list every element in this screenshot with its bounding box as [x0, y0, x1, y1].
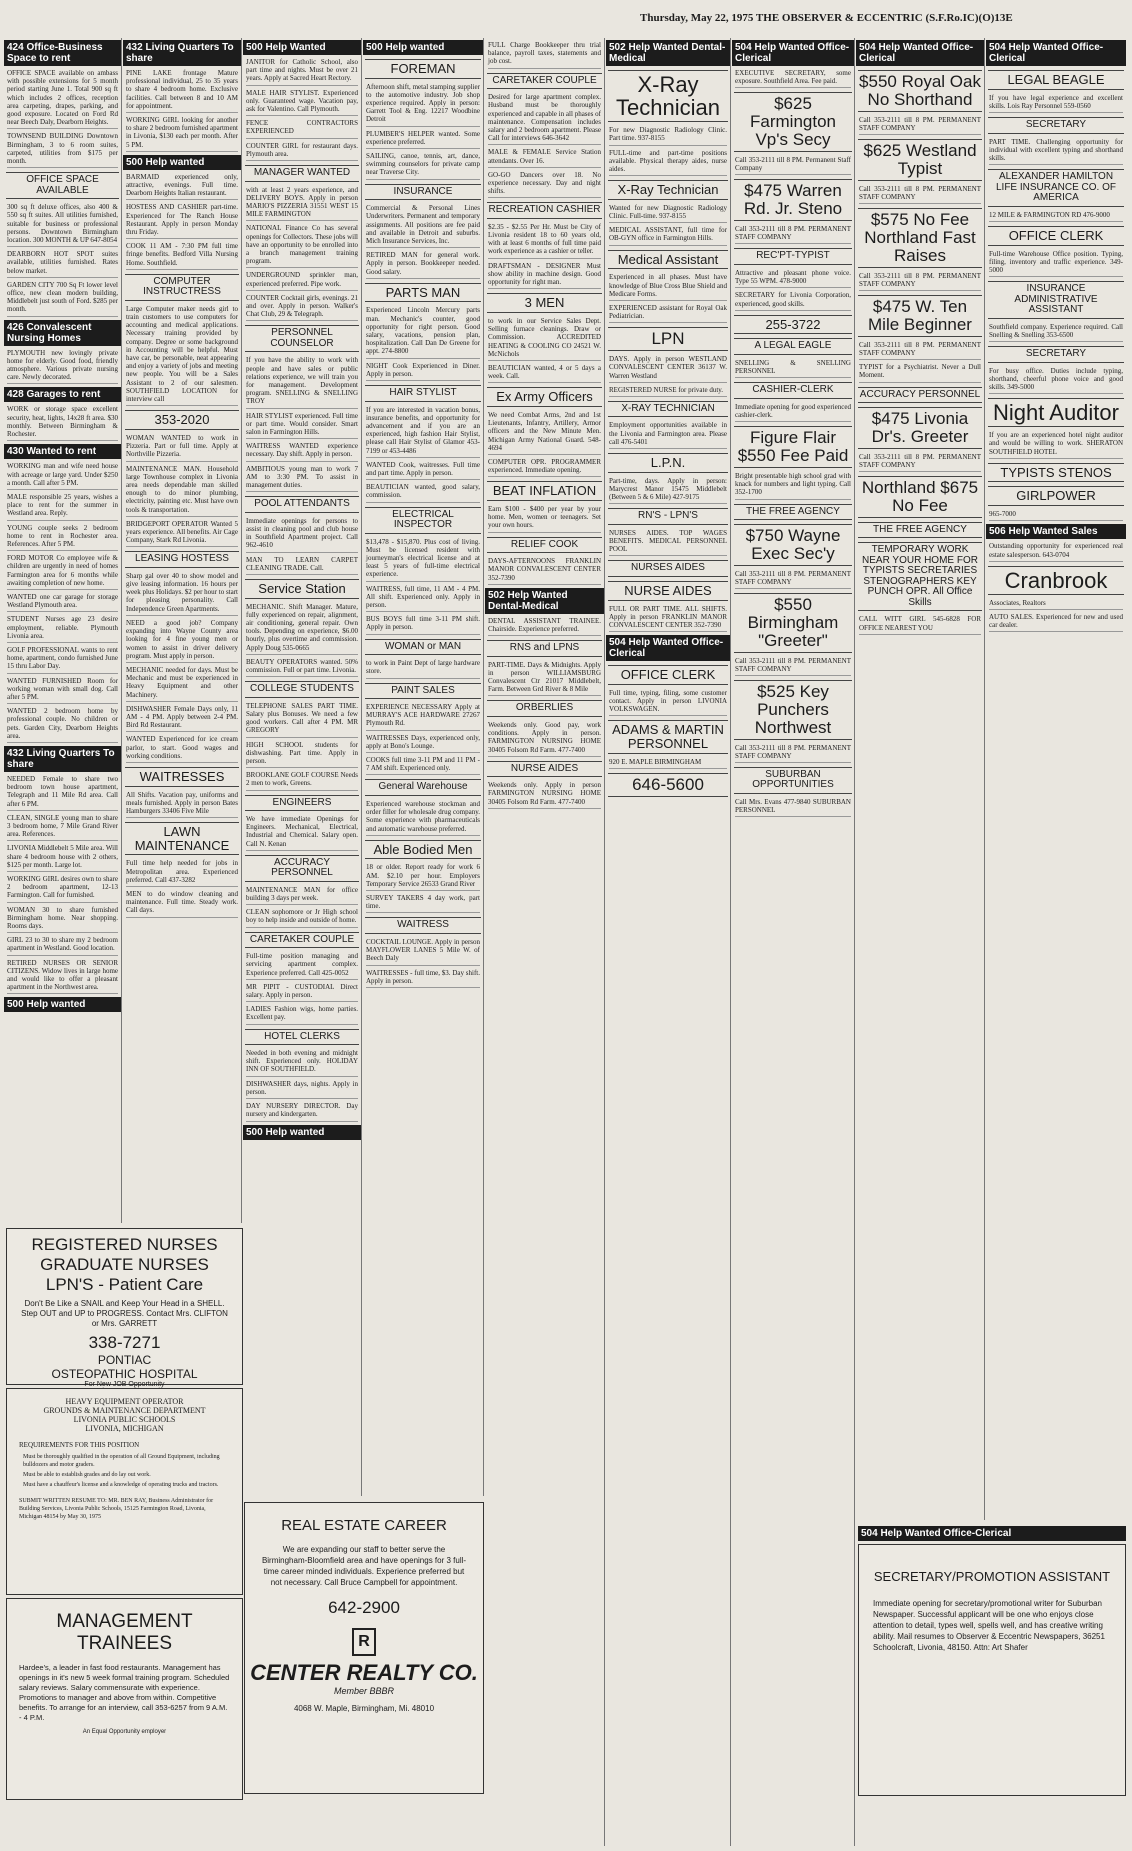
- classified-ad: Afternoon shift, metal stamping supplier to the automotive industry. Job shop experience required. Apply in person: Garrett Tool & Eng. 12217 Woodbine Detroit: [366, 83, 480, 127]
- classified-ad: EXECUTIVE SECRETARY, some exposure. Southfield Area. Fee paid.: [735, 69, 851, 88]
- display-ad-heading: CARETAKER COUPLE: [245, 932, 359, 949]
- display-ad-heading: NURSE AIDES: [487, 761, 602, 778]
- classified-ad: If you have the ability to work with people and have sales or public relations experience, we will train you for management. Development program. SNELLING & SNELLING TROY: [246, 356, 358, 408]
- classified-ad: TOWNSEND BUILDING Downtown Birmingham, 3 to 6 room suites, carpeted, utilities from $175 per month.: [7, 132, 118, 168]
- classified-ad: PLUMBER'S HELPER wanted. Some experience preferred.: [366, 130, 480, 149]
- display-ad-heading: ENGINEERS: [245, 795, 359, 812]
- classified-ad: Call 353-2111 till 8 PM. PERMANENT STAFF COMPANY: [735, 657, 851, 676]
- classified-ad: BRIDGEPORT OPERATOR Wanted 5 years experience. All benefits. Air Cage Company, Stark Rd Livonia.: [126, 520, 238, 548]
- display-ad-heading: ORBERLIES: [487, 700, 602, 717]
- display-ad-heading: $550 Royal Oak No Shorthand: [858, 70, 982, 112]
- display-ad-heading: $550 Birmingham "Greeter": [734, 593, 852, 653]
- classified-ad: CALL WITT GIRL 545-6828 FOR OFFICE NEAREST YOU: [859, 615, 981, 634]
- display-ad-heading: GIRLPOWER: [988, 486, 1124, 506]
- secretary-promotion-ad: [858, 1544, 1126, 1796]
- section-header: 502 Help Wanted Dental-Medical: [485, 588, 604, 614]
- realestate-body: We are expanding our staff to better serve the Birmingham-Bloomfield area and have openings for 3 full-time career minded individuals. Experience preferred but not necessary. Call Bruce Campbell for appointment.: [261, 1545, 467, 1587]
- classified-ad: WORKING man and wife need house with acreage or large yard. Under $250 a month. Call after 5 PM.: [7, 462, 118, 490]
- column-7: [732, 38, 855, 1846]
- classified-ad: NIGHT Cook Experienced in Diner. Apply in person.: [366, 362, 480, 381]
- display-ad-heading: ALEXANDER HAMILTON LIFE INSURANCE CO. OF AMERICA: [988, 169, 1124, 207]
- column-3: [243, 38, 362, 1496]
- classified-ad: UNDERGROUND sprinkler man, experienced preferred. Pipe work.: [246, 271, 358, 290]
- nurses-org-2: OSTEOPATHIC HOSPITAL: [51, 1367, 198, 1381]
- mgmt-foot: An Equal Opportunity employer: [82, 1729, 167, 1735]
- classified-ad: DENTAL ASSISTANT TRAINEE. Chairside. Experience preferred.: [488, 617, 601, 636]
- heavy-submit: SUBMIT WRITTEN RESUME TO: MR. BEN RAY, Business Administrator for Building Services, Livonia Public Schools, 15125 Farmington Road, Livonia, Michigan 48154 by May 30, 1975: [19, 1498, 214, 1520]
- classified-ad: WANTED 2 bedroom home by professional couple. No children or pets. Garden City, Dearborn Heights area.: [7, 707, 118, 743]
- display-ad-heading: PARTS MAN: [365, 283, 481, 303]
- classified-ad: NURSES AIDES. TOP WAGES BENEFITS. MEDICAL PERSONNEL POOL: [609, 529, 727, 557]
- display-ad-heading: Service Station: [245, 579, 359, 599]
- column-5: [485, 38, 605, 1846]
- classified-ad: Wanted for new Diagnostic Radiology Clinic. Full-time. 937-8155: [609, 204, 727, 223]
- heavy-req-head: REQUIREMENTS FOR THIS POSITION: [19, 1441, 140, 1449]
- display-ad-heading: Night Auditor: [988, 398, 1124, 427]
- section-header: 428 Garages to rent: [4, 387, 121, 402]
- classified-ad: DISHWASHER Female Days only, 11 AM - 4 PM. Apply between 2-4 PM. Bird Rd Restaurant.: [126, 705, 238, 733]
- display-ad-heading: INSURANCE ADMINISTRATIVE ASSISTANT: [988, 281, 1124, 319]
- heavy-req-3: Must have a chauffeur's license and a knowledge of operating trucks and tractors.: [23, 1482, 219, 1488]
- classified-ad: Experienced Lincoln Mercury parts man. Mechanic's counter, good opportunity for right person. Good salary, vacations, pension plan, hospitalization. Call Dan De Greene for appt. 274-8800: [366, 306, 480, 358]
- display-ad-heading: $525 Key Punchers Northwest: [734, 680, 852, 740]
- classified-ad: SNELLING & SNELLING PERSONNEL: [735, 359, 851, 378]
- display-ad-heading: PERSONNEL COUNSELOR: [245, 325, 359, 352]
- classified-ad: MEDICAL ASSISTANT, full time for OB-GYN office in Farmington Hills.: [609, 226, 727, 245]
- classified-ad: FULL-time and part-time positions available. Physical therapy aides, nurse aides.: [609, 149, 727, 177]
- classified-ad: DEARBORN HOT SPOT suites available, utilities furnished. Rates below market.: [7, 250, 118, 278]
- classified-ad: Full-time Warehouse Office position. Typing, filing, inventory and traffic experience. 349-5000: [989, 250, 1123, 278]
- classified-ad: 965-7000: [989, 510, 1123, 521]
- classified-ad: MALE responsible 25 years, wishes a place to rent for the summer in Westland area. Reply.: [7, 493, 118, 521]
- classified-ad: BROOKLANE GOLF COURSE Needs 2 men to work, Greens.: [246, 771, 358, 790]
- display-ad-heading: POOL ATTENDANTS: [245, 496, 359, 513]
- classified-ad: NATIONAL Finance Co has several openings for Collectors. These jobs will have an opportunity to be enrolled into a branch management training program.: [246, 224, 358, 268]
- classified-ad: BARMAID experienced only, attractive, evenings. Full time. Dearborn Heights Italian restaurant.: [126, 173, 238, 201]
- classified-ad: with at least 2 years experience, and DELIVERY BOYS. Apply in person MARIO'S PIZZERIA 31551 WEST 15 MILE FARMINGTON: [246, 186, 358, 222]
- classified-ad: $13,478 - $15,870. Plus cost of living. Must be licensed resident with journeyman's electrical license and at least 5 years of full-time electrical experience.: [366, 538, 480, 582]
- column-1: [4, 38, 122, 1223]
- display-ad-heading: $625 Farmington Vp's Secy: [734, 92, 852, 152]
- classified-ad: WAITRESSES Days, experienced only, apply at Bono's Lounge.: [366, 734, 480, 753]
- classified-ad: Call 353-2111 till 8 PM. Permanent Staff Company: [735, 156, 851, 175]
- display-ad-heading: SECRETARY: [988, 346, 1124, 363]
- display-ad-heading: WOMAN or MAN: [365, 639, 481, 656]
- display-ad-heading: Figure Flair $550 Fee Paid: [734, 426, 852, 468]
- heavy-city: LIVONIA, MICHIGAN: [85, 1424, 164, 1433]
- classified-ad: DAY NURSERY DIRECTOR. Day nursery and kindergarten.: [246, 1102, 358, 1121]
- classified-ad: WORKING GIRL looking for another to share 2 bedroom furnished apartment in Livonia, $130 each per month. After 5 PM.: [126, 116, 238, 152]
- classified-ad: MEN to do window cleaning and maintenance. Full time. Steady work. Call days.: [126, 890, 238, 918]
- display-ad-heading: REC'PT-TYPIST: [734, 248, 852, 265]
- classified-ad: WANTED one car garage for storage Westland Plymouth area.: [7, 593, 118, 612]
- classified-ad: DAYS. Apply in person WESTLAND CONVALESCENT CENTER 36137 W. Warren Westland: [609, 355, 727, 383]
- classified-ad: 12 MILE & FARMINGTON RD 476-9000: [989, 211, 1123, 222]
- classified-ad: LADIES Fashion wigs, home parties. Excellent pay.: [246, 1005, 358, 1024]
- classified-ad: EXPERIENCED assistant for Royal Oak Pediatrician.: [609, 304, 727, 323]
- display-ad-heading: $475 Livonia Dr's. Greeter: [858, 407, 982, 449]
- section-header: 504 Help Wanted Office-Clerical: [856, 40, 984, 66]
- classified-ad: Call 353-2111 till 8 PM. PERMANENT STAFF COMPANY: [735, 744, 851, 763]
- secpromo-title: SECRETARY/PROMOTION ASSISTANT: [873, 1569, 1111, 1584]
- classified-ad: AUTO SALES. Experienced for new and used car dealer.: [989, 613, 1123, 632]
- classified-ad: Desired for large apartment complex. Husband must be thoroughly experienced and capable in all phases of maintenance. Compensation includes salary and 2 bedroom apartment. Please Call for interviews 646-3642: [488, 93, 601, 145]
- display-ad-heading: THE FREE AGENCY: [858, 522, 982, 539]
- classified-ad: COUNTER GIRL for restaurant days. Plymouth area.: [246, 142, 358, 161]
- classified-ad: FENCE CONTRACTORS EXPERIENCED: [246, 119, 358, 138]
- display-ad-heading: 353-2020: [125, 410, 239, 430]
- nurses-org-1: PONTIAC: [97, 1353, 152, 1367]
- classified-ad: NEED a good job? Company expanding into Wayne County area looking for 4 fine young men or women to assist in driver delivery program. Must apply in person.: [126, 619, 238, 663]
- nurses-line-3: LPN'S - Patient Care: [45, 1275, 204, 1294]
- classified-ad: COOK 11 AM - 7:30 PM full time fringe benefits. Bedford Villa Nursing Home. Southfield.: [126, 242, 238, 270]
- nurses-foot-1: For New JOB Opportunity: [84, 1381, 165, 1388]
- classified-ad: Attractive and pleasant phone voice. Type 55 WPM. 478-9000: [735, 269, 851, 288]
- realestate-title: REAL ESTATE CAREER: [281, 1517, 447, 1534]
- display-ad-heading: COLLEGE STUDENTS: [245, 681, 359, 698]
- display-ad-heading: X-Ray Technician: [608, 70, 728, 122]
- nurses-body: Don't Be Like a SNAIL and Keep Your Head in a SHELL. Step OUT and UP to PROGRESS. Contact Mrs. CLIFTON or Mrs. GARRETT: [21, 1299, 228, 1328]
- heavy-req-2: Must be able to establish grades and do lay out work.: [23, 1472, 151, 1478]
- classified-ad: to work in our Service Sales Dept. Selling furnace cleanings. Draw or Commission. ACCREDITED HEATING & COOLING CO 24521 W. McNichols: [488, 317, 601, 361]
- classified-ad: BEAUTY OPERATORS wanted. 50% commission. Full or part time. Livonia.: [246, 658, 358, 677]
- classified-ad: Part-time, days. Apply in person: Marycrest Manor 15475 Middlebelt (Between 5 & 6 Mile) 427-9175: [609, 477, 727, 505]
- display-ad-heading: Ex Army Officers: [487, 387, 602, 407]
- classified-ad: Call 353-2111 till 8 PM. PERMANENT STAFF COMPANY: [859, 453, 981, 472]
- classified-ad: to work in Paint Dept of large hardware store.: [366, 659, 480, 678]
- secpromo-body: Immediate opening for secretary/promotional writer for Suburban Newspaper. Successful applicant will be one who enjoys close attention to detail, types well, spells well, and has creative writing ability. Mail resumes to Observer & Eccentric Newspapers, 36251 Schoolcraft, Livonia, 48150. Attn: Art Shafer: [873, 1599, 1105, 1652]
- classified-ad: Full-time position managing and servicing apartment complex. Experience preferred. Call 425-0052: [246, 952, 358, 980]
- classified-ad: OFFICE SPACE available on ambass with possible extensions for 5 month period starting June 1. Total 900 sq ft which includes 2 offices, reception area carpeting, drapes, parking, and good exposure. Located on Ford Rd near Beech Daly, Dearborn Heights.: [7, 69, 118, 129]
- section-header: 432 Living Quarters To share: [123, 40, 241, 66]
- classified-ad: SECRETARY for Livonia Corporation, experienced, good skills.: [735, 291, 851, 310]
- display-ad-heading: TYPISTS STENOS: [988, 463, 1124, 483]
- display-ad-heading: 255-3722: [734, 315, 852, 335]
- classified-ad: LIVONIA Middlebelt 5 Mile area. Will share 4 bedroom house with 2 others, $125 per month. Large lot.: [7, 844, 118, 872]
- display-ad-heading: CARETAKER COUPLE: [487, 73, 602, 90]
- classified-ad: MR PIPIT - CUSTODIAL Direct salary. Apply in person.: [246, 983, 358, 1002]
- display-ad-heading: Northland $675 No Fee: [858, 476, 982, 518]
- classified-ad: If you are interested in vacation bonus, insurance benefits, and opportunity for advancement and if you are an experienced, high fashion Hair Stylist, please call Hair Stylist of Glamor 453-7199 or 453-4486: [366, 406, 480, 458]
- heavy-req-1: Must be thoroughly qualified in the operation of all Ground Equipment, including bulldozers and motor graders.: [23, 1454, 220, 1468]
- classified-ad: TYPIST for a Psychiatrist. Never a Dull Moment.: [859, 363, 981, 382]
- classified-ad: BEAUTICIAN wanted, 4 or 5 days a week. Call.: [488, 364, 601, 383]
- classified-ad: CLEAN sophomore or Jr High school boy to help inside and outside of home.: [246, 908, 358, 927]
- classified-ad: WAITRESS WANTED experience necessary. Day shift. Apply in person.: [246, 442, 358, 461]
- classified-ad: PART TIME. Challenging opportunity for individual with excellent typing and shorthand skills.: [989, 138, 1123, 166]
- classified-ad: Call Mrs. Evans 477-9840 SUBURBAN PERSONNEL: [735, 798, 851, 817]
- classified-ad: WANTED Experienced for ice cream parlor, to start. Good wages and working conditions.: [126, 735, 238, 763]
- classified-ad: Employment opportunities available in the Livonia and Farmington area. Please call 476-5401: [609, 421, 727, 449]
- classified-ad: 300 sq ft deluxe offices, also 400 & 550 sq ft suites. All utilities furnished, suitable for business or professional persons. Downtown Birmingham location. 300 MONTH & UP 647-8054: [7, 203, 118, 247]
- classified-ad: WORKING GIRL desires own to share 2 bedroom apartment, 12-13 Farmington. Call for furnished.: [7, 875, 118, 903]
- classified-page: [4, 38, 1128, 1846]
- display-ad-heading: RN'S - LPN'S: [608, 508, 728, 525]
- classified-ad: If you have legal experience and excellent skills. Lois Ray Personnel 559-0560: [989, 94, 1123, 113]
- display-ad-heading: OFFICE CLERK: [608, 665, 728, 685]
- classified-ad: Experienced in all phases. Must have knowledge of Blue Cross Blue Shield and Medicare Forms.: [609, 273, 727, 301]
- classified-ad: Immediate openings for persons to assist in cleaning pool and club house in Southfield Apartment project. Call 962-4610: [246, 517, 358, 553]
- classified-ad: JANITOR for Catholic School, also part time and nights. Must be over 21 years. Apply at Sacred Heart Rectory.: [246, 58, 358, 86]
- display-ad-heading: A LEGAL EAGLE: [734, 338, 852, 355]
- realestate-address: 4068 W. Maple, Birmingham, Mi. 48010: [293, 1704, 435, 1713]
- display-ad-heading: $625 Westland Typist: [858, 139, 982, 181]
- classified-ad: Sharp gal over 40 to show model and give leasing information. 16 hours per week plus Holidays. $2 per hour to start for pleasing personality. Call Independence Green Apartments.: [126, 572, 238, 616]
- management-trainees-ad: [6, 1598, 243, 1800]
- classified-ad: COUNTER Cocktail girls, evenings. 21 and over. Apply in person. Walker's Chat Club, 29 & Telegraph.: [246, 294, 358, 322]
- display-ad-heading: OFFICE CLERK: [988, 226, 1124, 246]
- classified-ad: SURVEY TAKERS 4 day work, part time.: [366, 894, 480, 913]
- classified-ad: COOKS full time 3-11 PM and 11 PM - 7 AM shift. Experienced only.: [366, 756, 480, 775]
- display-ad-heading: $575 No Fee Northland Fast Raises: [858, 208, 982, 268]
- classified-ad: WANTED FURNISHED Room for working woman with small dog. Call after 5 PM.: [7, 677, 118, 705]
- display-ad-heading: X-RAY TECHNICIAN: [608, 401, 728, 418]
- display-ad-heading: $750 Wayne Exec Sec'y: [734, 524, 852, 566]
- section-header: 424 Office-Business Space to rent: [4, 40, 121, 66]
- classified-ad: 920 E. MAPLE BIRMINGHAM: [609, 758, 727, 769]
- classified-ad: FULL Charge Bookkeeper thru trial balance, payroll taxes, statements and job cost.: [488, 41, 601, 69]
- classified-ad: GIRL 23 to 30 to share my 2 bedroom apartment in Westland. Good location.: [7, 936, 118, 955]
- display-ad-heading: RNS and LPNS: [487, 640, 602, 657]
- display-ad-heading: ELECTRICAL INSPECTOR: [365, 507, 481, 534]
- column-6: [606, 38, 731, 1846]
- nurses-line-2: GRADUATE NURSES: [40, 1255, 209, 1274]
- display-ad-heading: ACCURACY PERSONNEL: [245, 855, 359, 882]
- classified-ad: Earn $100 - $400 per year by your home. Men, women or teenagers. Set your own hours.: [488, 505, 601, 533]
- display-ad-heading: CASHIER-CLERK: [734, 382, 852, 399]
- section-header: 500 Help wanted: [363, 40, 483, 55]
- classified-ad: Needed in both evening and midnight shift. Experienced only. HOLIDAY INN OF SOUTHFIELD.: [246, 1049, 358, 1077]
- classified-ad: If you are an experienced hotel night auditor and would be willing to work. SHERATON SOUTHFIELD HOTEL: [989, 431, 1123, 459]
- display-ad-heading: LAWN MAINTENANCE: [125, 822, 239, 855]
- classified-ad: YOUNG couple seeks 2 bedroom home to rent in Rochester area. References. After 5 PM.: [7, 524, 118, 552]
- classified-ad: FULL OR PART TIME. ALL SHIFTS. Apply in person FRANKLIN MANOR CONVALESCENT CENTER 352-7390: [609, 605, 727, 633]
- nurses-line-1: REGISTERED NURSES: [31, 1235, 218, 1254]
- classified-ad: MAN TO LEARN CARPET CLEANING TRADE. Call.: [246, 556, 358, 575]
- display-ad-heading: WAITRESS: [365, 917, 481, 934]
- classified-ad: WAITRESSES - full time, $3. Day shift. Apply in person.: [366, 969, 480, 988]
- classified-ad: Weekends only. Apply in person FARMINGTON NURSING HOME 30405 Folsom Rd Farm. 477-7400: [488, 781, 601, 809]
- section-header-office-clerical: 504 Help Wanted Office-Clerical: [858, 1526, 1126, 1541]
- display-ad-heading: LPN: [608, 327, 728, 351]
- display-ad-heading: 646-5600: [608, 773, 728, 797]
- classified-ad: Call 353-2111 till 8 PM. PERMANENT STAFF COMPANY: [735, 570, 851, 589]
- classified-ad: Experienced warehouse stockman and order filler for wholesale drug company. Some experience with pharmaceuticals and automatic warehouse preferred.: [366, 800, 480, 836]
- classified-ad: HIGH SCHOOL students for dishwashing. Part time. Apply in person.: [246, 741, 358, 769]
- classified-ad: WORK or storage space excellent security, heat, lights, 14x28 ft area. $30 monthly. Between Birmingham & Rochester.: [7, 405, 118, 441]
- display-ad-heading: X-Ray Technician: [608, 180, 728, 200]
- classified-ad: GO-GO Dancers over 18. No experience necessary. Day and night shifts.: [488, 171, 601, 199]
- display-ad-heading: HAIR STYLIST: [365, 385, 481, 402]
- display-ad-heading: SECRETARY: [988, 117, 1124, 134]
- display-ad-heading: BEAT INFLATION: [487, 481, 602, 501]
- classified-ad: Weekends only. Good pay, work conditions. Apply in person. FARMINGTON NURSING HOME 30405 Folsom Rd Farm. 477-7400: [488, 721, 601, 757]
- display-ad-heading: $475 Warren Rd. Jr. Steno: [734, 179, 852, 221]
- realestate-phone: 642-2900: [328, 1598, 400, 1617]
- classified-ad: HAIR STYLIST experienced. Full time or part time. Would consider. Smart salon in Farmington Hills.: [246, 412, 358, 440]
- display-ad-heading: NURSES AIDES: [608, 560, 728, 577]
- classified-ad: Outstanding opportunity for experienced real estate salesperson. 643-0704: [989, 542, 1123, 561]
- classified-ad: Call 353-2111 till 8 PM. PERMANENT STAFF COMPANY: [735, 225, 851, 244]
- section-header: 504 Help Wanted Office-Clerical: [732, 40, 854, 66]
- display-ad-heading: FOREMAN: [365, 59, 481, 79]
- display-ad-heading: OFFICE SPACE AVAILABLE: [6, 172, 119, 199]
- classified-ad: We have immediate Openings for Engineers. Mechanical, Electrical, Industrial and Chemical. Salary open. Call N. Kenan: [246, 815, 358, 851]
- real-estate-ad: [244, 1502, 484, 1794]
- display-ad-heading: ACCURACY PERSONNEL: [858, 387, 982, 404]
- classified-ad: MECHANIC. Shift Manager. Mature, fully experienced on repair, alignment, air conditioning, general repair. Own tools. Depending on experience, $6.00 hourly, plus overtime and commission. Apply Doug 535-0665: [246, 603, 358, 655]
- classified-ad: RETIRED NURSES OR SENIOR CITIZENS. Widow lives in large home and would like to offer a pleasant apartment in the Northwest area.: [7, 959, 118, 995]
- section-header: 432 Living Quarters To share: [4, 746, 121, 772]
- dateline: Thursday, May 22, 1975 THE OBSERVER & ECCENTRIC (S.F.Ro.IC)(O)13E: [640, 12, 1013, 24]
- classified-ad: Immediate opening for good experienced cashier-clerk.: [735, 403, 851, 422]
- display-ad-heading: 3 MEN: [487, 293, 602, 313]
- mgmt-title: MANAGEMENT TRAINEES: [56, 1611, 193, 1654]
- classified-ad: For busy office. Duties include typing, shorthand, cheerful phone voice and good skills. 349-5000: [989, 367, 1123, 395]
- classified-ad: EXPERIENCE NECESSARY Apply at MURRAY'S ACE HARDWARE 27267 Plymouth Rd.: [366, 703, 480, 731]
- classified-ad: Call 353-2111 till 8 PM. PERMANENT STAFF COMPANY: [859, 272, 981, 291]
- classified-ad: 18 or older. Report ready for work 6 AM. $2.10 per hour. Employers Temporary Service 26533 Grand River: [366, 863, 480, 891]
- classified-ad: All Shifts. Vacation pay, uniforms and meals furnished. Apply in person Bates Hamburgers 33406 Five Mile: [126, 791, 238, 819]
- column-9: [986, 38, 1126, 1520]
- display-ad-heading: PAINT SALES: [365, 683, 481, 700]
- section-header: 430 Wanted to rent: [4, 444, 121, 459]
- classified-ad: BEAUTICIAN wanted, good salary, commission.: [366, 483, 480, 502]
- classified-ad: WOMAN WANTED to work in Pizzeria. Part or full time. Apply at Northville Pizzeria.: [126, 434, 238, 462]
- section-header: 426 Convalescent Nursing Homes: [4, 320, 121, 346]
- display-ad-heading: ADAMS & MARTIN PERSONNEL: [608, 720, 728, 753]
- classified-ad: For new Diagnostic Radiology Clinic. Part time. 937-8155: [609, 126, 727, 145]
- heavy-school: LIVONIA PUBLIC SCHOOLS: [73, 1415, 176, 1424]
- display-ad-heading: MANAGER WANTED: [245, 165, 359, 182]
- classified-ad: MAINTENANCE MAN for office building 3 days per week.: [246, 886, 358, 905]
- classified-ad: WANTED Cook, waitresses. Full time and part time. Apply in person.: [366, 461, 480, 480]
- classified-ad: GARDEN CITY 700 Sq Ft lower level office, new clean modern building, Middlebelt just south of Ford. $285 per month.: [7, 281, 118, 317]
- display-ad-heading: SUBURBAN OPPORTUNITIES: [734, 767, 852, 794]
- classified-ad: Southfield company. Experience required. Call Snelling & Snelling 353-6500: [989, 323, 1123, 342]
- classified-ad: FORD MOTOR Co employee wife & children are urgently in need of homes Farmington area for 6 months while awaiting completion of new home.: [7, 554, 118, 590]
- nurses-ad: [6, 1228, 243, 1388]
- classified-ad: Bright presentable high school grad with knack for numbers and light typing. Call 352-1700: [735, 472, 851, 500]
- column-4: [363, 38, 484, 1496]
- classified-ad: Call 353-2111 till 8 PM. PERMANENT STAFF COMPANY: [859, 341, 981, 360]
- section-header: 502 Help Wanted Dental-Medical: [606, 40, 730, 66]
- display-ad-heading: $475 W. Ten Mile Beginner: [858, 295, 982, 337]
- classified-ad: MALE HAIR STYLIST. Experienced only. Guaranteed wage. Vacation pay, ask for Valentino. Call Plymouth.: [246, 89, 358, 117]
- classified-ad: COCKTAIL LOUNGE. Apply in person MAYFLOWER LANES 5 Mile W. of Beech Daly: [366, 938, 480, 966]
- section-header: 500 Help wanted: [4, 997, 121, 1012]
- heavy-equipment-ad: [6, 1388, 243, 1595]
- classified-ad: CLEAN, SINGLE young man to share 3 bedroom home, 7 Mile Grand River area. References.: [7, 814, 118, 842]
- classified-ad: Large Computer maker needs girl to train customers to use computers for accounting and medical applications. Necessary training provided by company. Degree or some background in Accounting will be helpful. Must have car, be personable, neat appearing and enjoy a variety of jobs and meeting new people. You will be a Sales Assistant to 2 of our salesmen. SOUTHFIELD LOCATION for interview call: [126, 305, 238, 406]
- classified-ad: DRAFTSMAN - DESIGNER Must show ability in machine design. Good opportunity for right man.: [488, 262, 601, 290]
- display-ad-heading: LEGAL BEAGLE: [988, 70, 1124, 90]
- section-header: 500 Help wanted: [123, 155, 241, 170]
- display-ad-heading: Able Bodied Men: [365, 840, 481, 860]
- classified-ad: COMPUTER OPR. PROGRAMMER experienced. Immediate opening.: [488, 458, 601, 477]
- classified-ad: NEEDED Female to share two bedroom town house apartment, Telegraph and 11 Mile Rd area. Call after 6 PM.: [7, 775, 118, 811]
- classified-ad: GOLF PROFESSIONAL wants to rent home, apartment, condo furnished June 15 thru Labor Day.: [7, 646, 118, 674]
- classified-ad: REGISTERED NURSE for private duty.: [609, 386, 727, 397]
- classified-ad: PINE LAKE frontage Mature professional individual, 25 to 35 years to share 4 bedroom home. Exclusive facilities. Call between 8 and 10 AM for appointment.: [126, 69, 238, 113]
- classified-ad: Full time, typing, filing, some customer contact. Apply in person LIVONIA VOLKSWAGEN.: [609, 689, 727, 717]
- classified-ad: Call 353-2111 till 8 PM. PERMANENT STAFF COMPANY: [859, 116, 981, 135]
- display-ad-heading: RECREATION CASHIER: [487, 202, 602, 219]
- display-ad-heading: THE FREE AGENCY: [734, 504, 852, 521]
- display-ad-heading: COMPUTER INSTRUCTRESS: [125, 274, 239, 301]
- classified-ad: STUDENT Nurses age 23 desire employment, reliable. Plymouth Livonia area.: [7, 615, 118, 643]
- realestate-member: Member BBBR: [333, 1686, 395, 1696]
- section-header: 500 Help wanted: [243, 1125, 361, 1140]
- display-ad-heading: Medical Assistant: [608, 250, 728, 270]
- section-header: 504 Help Wanted Office-Clerical: [986, 40, 1126, 66]
- mgmt-body: Hardee's, a leader in fast food restaurants. Management has openings in it's new 5 week formal training program. Scheduled salary reviews. Salary commensurate with experience. Promotions to manager and above from within. Competitive benefits. To arrange for an interview, call 353-6257 from 9 A.M. - 4 P.M.: [19, 1663, 230, 1722]
- section-header: 500 Help Wanted: [243, 40, 361, 55]
- classified-ad: MALE & FEMALE Service Station attendants. Over 16.: [488, 148, 601, 167]
- display-ad-heading: Cranbrook: [988, 566, 1124, 595]
- classified-ad: WAITRESS, full time, 11 AM - 4 PM. All shift. Experienced only. Apply in person.: [366, 585, 480, 613]
- section-header: 504 Help Wanted Office-Clerical: [606, 635, 730, 661]
- classified-ad: TELEPHONE SALES PART TIME. Salary plus Bonuses. We need a few good workers. Call after 4 PM. MR GREGORY: [246, 702, 358, 738]
- classified-ad: $2.35 - $2.55 Per Hr. Must be City of Livonia resident 18 to 60 years old, with at least 6 months of full time paid work experience as a cashier or teller.: [488, 223, 601, 259]
- classified-ad: WOMAN 30 to share furnished Birmingham home. Near shopping. Rooms days.: [7, 906, 118, 934]
- classified-ad: Associates, Realtors: [989, 599, 1123, 610]
- classified-ad: SAILING, canoe, tennis, art, dance, swimming counselors for private camp near Traverse City.: [366, 152, 480, 180]
- display-ad-heading: General Warehouse: [365, 779, 481, 796]
- classified-ad: Call 353-2111 till 8 PM. PERMANENT STAFF COMPANY: [859, 185, 981, 204]
- display-ad-heading: NURSE AIDES: [608, 581, 728, 601]
- column-2: [123, 38, 242, 1223]
- classified-ad: RETIRED MAN for general work. Apply in person. Bookkeeper needed. Good salary.: [366, 251, 480, 279]
- column-8: [856, 38, 985, 1520]
- display-ad-heading: INSURANCE: [365, 184, 481, 201]
- display-ad-heading: RELIEF COOK: [487, 537, 602, 554]
- classified-ad: We need Combat Arms, 2nd and 1st Lieutenants, Infantry, Artillery, Armor officers and the New Minute Men. Michigan Army National Guard. 548-4694: [488, 411, 601, 455]
- classified-ad: Commercial & Personal Lines Underwriters. Permanent and temporary assignments. All positions are fee paid and available in Detroit and suburbs. Mich Insurance Services, Inc.: [366, 204, 480, 248]
- nurses-phone: 338-7271: [88, 1333, 161, 1352]
- classified-ad: DISHWASHER days, nights. Apply in person.: [246, 1080, 358, 1099]
- display-ad-heading: L.P.N.: [608, 453, 728, 473]
- classified-ad: AMBITIOUS young man to work 7 AM to 3:30 PM. To assist in management duties.: [246, 465, 358, 493]
- heavy-dept: GROUNDS & MAINTENANCE DEPARTMENT: [43, 1406, 206, 1415]
- section-header: 506 Help Wanted Sales: [986, 524, 1126, 539]
- classified-ad: HOSTESS AND CASHIER part-time. Experienced for The Ranch House Restaurant. Apply in person Monday thru Friday.: [126, 203, 238, 239]
- classified-ad: BUS BOYS full time 3-11 PM shift. Apply in person.: [366, 615, 480, 634]
- page-header: [0, 4, 1132, 32]
- display-ad-heading: WAITRESSES: [125, 767, 239, 787]
- classified-ad: PLYMOUTH new lovingly private home for elderly. Good food, friendly atmosphere. Various private nursing care. Newly decorated.: [7, 349, 118, 385]
- heavy-title: HEAVY EQUIPMENT OPERATOR: [65, 1397, 184, 1406]
- classified-ad: MAINTENANCE MAN. Household large Townhouse complex in Livonia area needs dependable man skilled enough to do minor plumbing, electricity, painting etc. Must have own tools & transportation.: [126, 465, 238, 517]
- display-ad-heading: TEMPORARY WORK NEAR YOUR HOME FOR TYPISTS SECRETARIES STENOGRAPHERS KEY PUNCH OPR. All Office Skills: [858, 542, 982, 611]
- classified-ad: MECHANIC needed for days. Must be Mechanic and must be experienced in Heavy Equipment and other Machinery.: [126, 666, 238, 702]
- classified-ad: Full time help needed for jobs in Metropolitan area. Experienced preferred. Call 437-3282: [126, 859, 238, 887]
- classified-ad: DAYS-AFTERNOONS FRANKLIN MANOR CONVALESCENT CENTER 352-7390: [488, 557, 601, 585]
- display-ad-heading: LEASING HOSTESS: [125, 551, 239, 568]
- realestate-logo: CENTER REALTY CO.: [250, 1660, 478, 1685]
- classified-ad: PART-TIME. Days & Midnights. Apply in person WILLIAMSBURG Convalescent Ctr 21017 Middlebelt, Farm. Between Grd River & 8 Mile: [488, 661, 601, 697]
- realtor-logo-icon: R: [352, 1628, 376, 1656]
- display-ad-heading: HOTEL CLERKS: [245, 1029, 359, 1046]
